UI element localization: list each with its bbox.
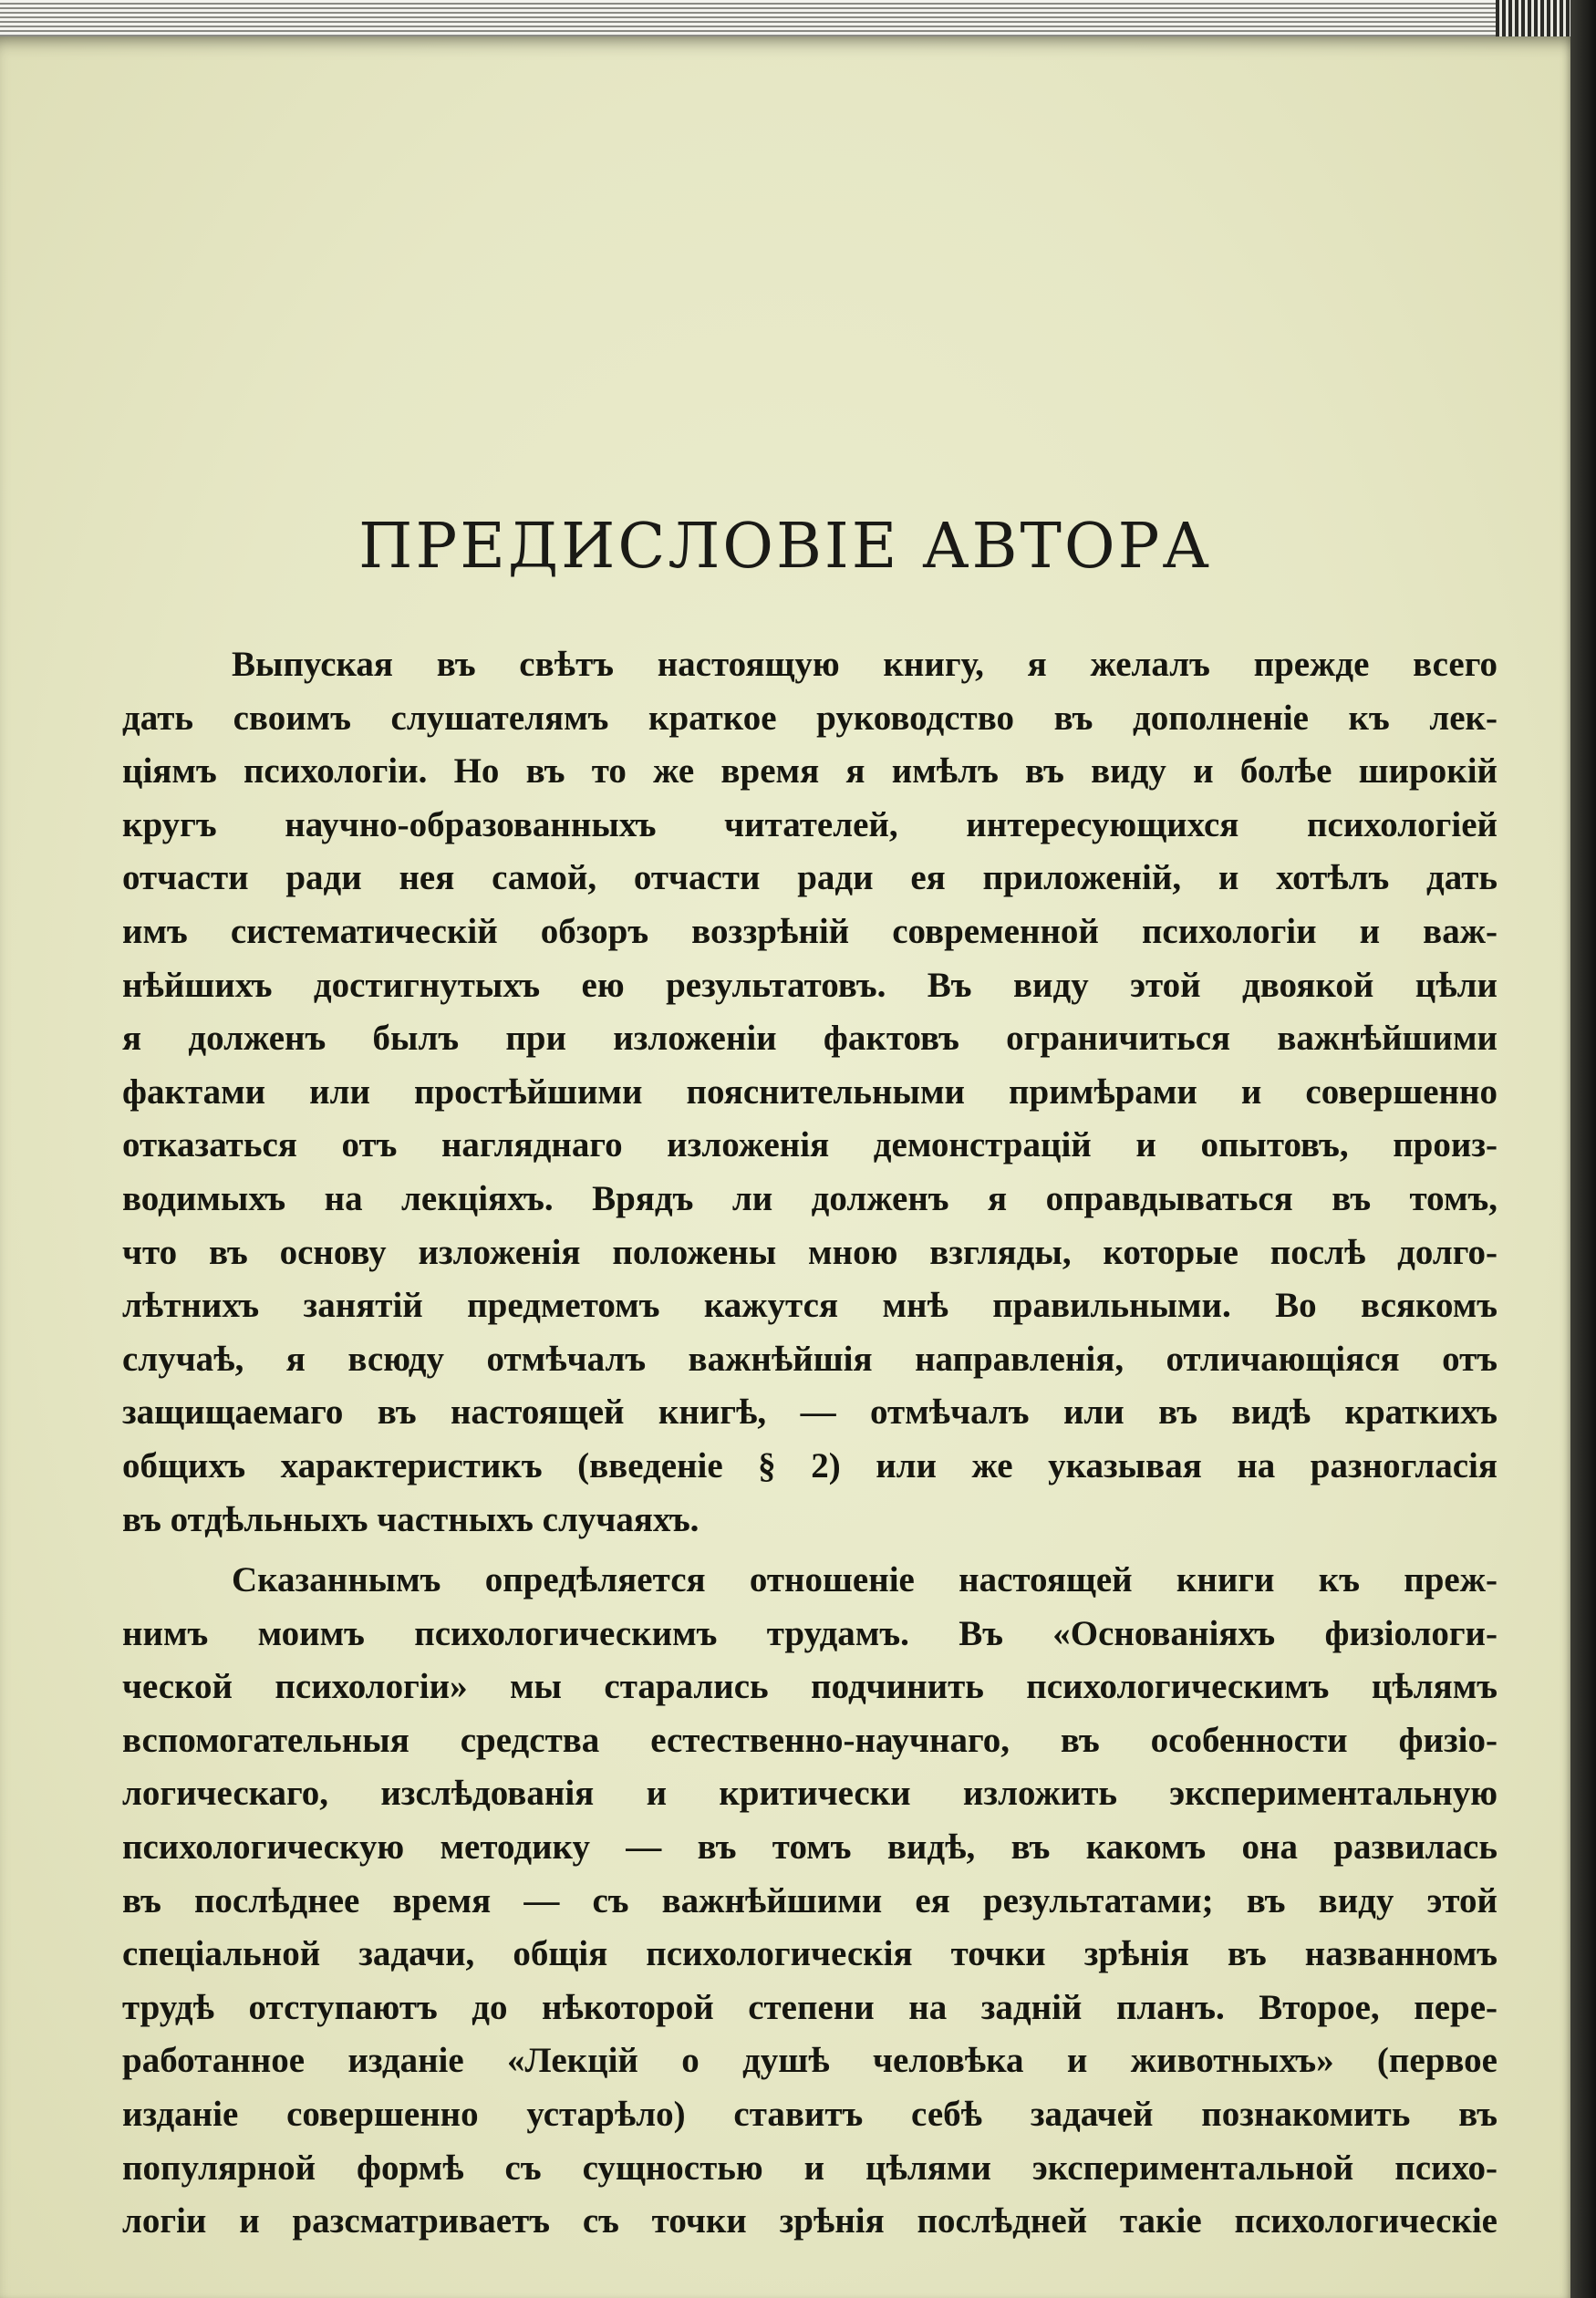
text-line: я долженъ былъ при изложеніи фактовъ ограничиться важнѣйшими	[122, 1019, 1498, 1059]
text-line: логическаго, изслѣдованія и критически изложить экспериментальную	[122, 1774, 1498, 1814]
text-line: логіи и разсматриваетъ съ точки зрѣнія послѣдней такіе психологическіе	[122, 2201, 1498, 2241]
text-line: имъ систематическій обзоръ воззрѣній современной психологіи и важ-	[122, 911, 1498, 951]
text-line: лѣтнихъ занятій предметомъ кажутся мнѣ правильными. Во всякомъ	[122, 1286, 1498, 1326]
text-line: защищаемаго въ настоящей книгѣ, — отмѣчалъ или въ видѣ краткихъ	[122, 1392, 1498, 1433]
text-line: отчасти ради нея самой, отчасти ради ея приложеній, и хотѣлъ дать	[122, 858, 1498, 898]
text-line: психологическую методику — въ томъ видѣ, въ какомъ она развилась	[122, 1827, 1498, 1868]
text-line: что въ основу изложенія положены мною взгляды, которые послѣ долго-	[122, 1232, 1498, 1272]
text-line: нимъ моимъ психологическимъ трудамъ. Въ «Основаніяхъ физіологи-	[122, 1613, 1498, 1653]
text-line: трудѣ отступаютъ до нѣкоторой степени на задній планъ. Второе, пере-	[122, 1987, 1498, 2027]
text-line: фактами или простѣйшими пояснительными примѣрами и совершенно	[122, 1071, 1498, 1112]
text-line: Сказаннымъ опредѣляется отношеніе настоящей книги къ преж-	[232, 1560, 1498, 1600]
text-line: Выпуская въ свѣтъ настоящую книгу, я желалъ прежде всего	[232, 645, 1498, 684]
text-line: изданіе совершенно устарѣло) ставитъ себѣ задачей познакомить въ	[122, 2095, 1498, 2135]
text-line: работанное изданіе «Лекцій о душѣ человѣка и животныхъ» (первое	[122, 2041, 1498, 2081]
text-line: въ послѣднее время — съ важнѣйшими ея результатами; въ виду этой	[122, 1880, 1498, 1920]
text-line: нѣйшихъ достигнутыхъ ею результатовъ. Въ виду этой двоякой цѣли	[122, 965, 1498, 1005]
text-line: въ отдѣльныхъ частныхъ случаяхъ.	[122, 1499, 700, 1539]
text-line: дать своимъ слушателямъ краткое руководство въ дополненіе къ лек-	[122, 698, 1498, 738]
scan-edge-marks	[1496, 0, 1570, 36]
text-line: водимыхъ на лекціяхъ. Врядъ ли долженъ я оправдываться въ томъ,	[122, 1178, 1498, 1218]
text-line: популярной формѣ съ сущностью и цѣлями экспериментальной психо-	[122, 2148, 1498, 2188]
page-title: ПРЕДИСЛОВІЕ АВТОРА	[358, 511, 1212, 583]
body-text	[122, 638, 1498, 2256]
paragraph-2	[122, 1554, 1498, 2249]
text-line: случаѣ, я всюду отмѣчалъ важнѣйшія направленія, отличающіяся отъ	[122, 1339, 1498, 1379]
text-line: вспомогательныя средства естественно-научнаго, въ особенности физіо-	[122, 1720, 1498, 1760]
book-page	[0, 36, 1570, 2298]
scan-edge-stripes	[0, 0, 1596, 36]
text-line: отказаться отъ нагляднаго изложенія демонстрацій и опытовъ, произ-	[122, 1125, 1498, 1165]
text-line: ческой психологіи» мы старались подчинить психологическимъ цѣлямъ	[122, 1667, 1498, 1707]
text-line: кругъ научно-образованныхъ читателей, интересующихся психологіей	[122, 804, 1498, 844]
text-line: ціямъ психологіи. Но въ то же время я имѣлъ въ виду и болѣе широкій	[122, 751, 1498, 792]
paragraph-1	[122, 638, 1498, 1547]
text-line: спеціальной задачи, общія психологическія точки зрѣнія въ названномъ	[122, 1934, 1498, 1974]
text-line: общихъ характеристикъ (введеніе § 2) или же указывая на разногласія	[122, 1445, 1498, 1485]
book-spine-shadow	[1570, 0, 1596, 2298]
